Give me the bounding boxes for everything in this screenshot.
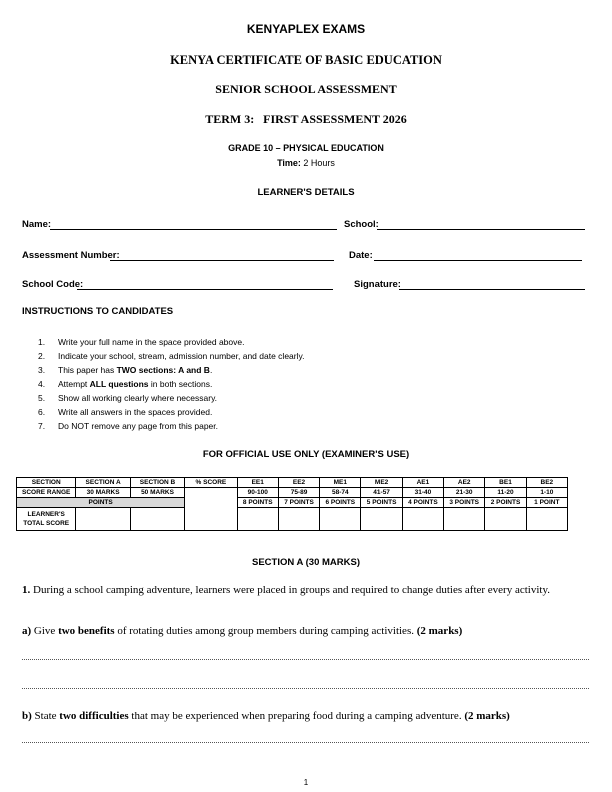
table-cell: 3 POINTS xyxy=(444,498,485,508)
instruction-text: Indicate your school, stream, admission number, and date clearly. xyxy=(58,351,305,361)
instruction-text-end: in both sections. xyxy=(148,379,213,389)
table-cell: 1-10 xyxy=(526,488,567,498)
table-cell: 11-20 xyxy=(485,488,526,498)
table-cell: 90-100 xyxy=(237,488,278,498)
table-cell[interactable] xyxy=(320,508,361,531)
table-cell: 8 POINTS xyxy=(237,498,278,508)
exam-subtitle: SENIOR SCHOOL ASSESSMENT xyxy=(215,82,397,96)
date-field[interactable] xyxy=(374,260,582,261)
instructions-heading: INSTRUCTIONS TO CANDIDATES xyxy=(22,306,174,317)
exam-body-name: KENYAPLEX EXAMS xyxy=(246,22,366,36)
instruction-text-end: . xyxy=(209,365,213,375)
instruction-emphasis: TWO sections: A and B xyxy=(116,365,210,375)
table-header-cell: ME2 xyxy=(361,478,402,488)
part-marks: (2 marks) xyxy=(416,625,463,637)
table-cell: 6 POINTS xyxy=(320,498,361,508)
instruction-emphasis: ALL questions xyxy=(89,379,149,389)
instruction-text: Write your full name in the space provided above. xyxy=(58,337,245,347)
table-cell: SCORE RANGE xyxy=(17,488,76,498)
exam-title: KENYA CERTIFICATE OF BASIC EDUCATION xyxy=(170,53,442,67)
points-label-cell: POINTS xyxy=(17,498,185,508)
school-code-label: School Code: xyxy=(22,279,84,290)
table-row xyxy=(17,498,568,508)
table-cell[interactable] xyxy=(278,508,319,531)
question-1 xyxy=(22,583,592,597)
table-row xyxy=(17,508,568,531)
table-cell[interactable] xyxy=(444,508,485,531)
table-cell: 30 MARKS xyxy=(76,488,130,498)
instruction-number: 2. xyxy=(38,351,46,361)
table-header-cell: BE2 xyxy=(526,478,567,488)
grade-subject: GRADE 10 – PHYSICAL EDUCATION xyxy=(228,143,384,153)
question-1a xyxy=(22,624,592,638)
part-text-end: that may be experienced when preparing food during a camping adventure. xyxy=(128,710,465,722)
school-code-field[interactable] xyxy=(77,289,333,290)
answer-line[interactable] xyxy=(22,659,589,660)
instruction-number: 6. xyxy=(38,407,46,417)
part-text: Give xyxy=(31,625,59,637)
instruction-item xyxy=(38,335,304,349)
percent-score-cell[interactable] xyxy=(185,488,237,531)
table-cell[interactable] xyxy=(361,508,402,531)
answer-line[interactable] xyxy=(22,688,589,689)
instruction-text: Attempt xyxy=(58,379,90,389)
score-table xyxy=(16,477,568,531)
instruction-number: 5. xyxy=(38,393,46,403)
question-text: During a school camping adventure, learners were placed in groups and required to change duties after every activity. xyxy=(30,584,550,596)
official-use-heading: FOR OFFICIAL USE ONLY (EXAMINER'S USE) xyxy=(202,449,410,460)
table-cell: 58-74 xyxy=(320,488,361,498)
table-cell[interactable] xyxy=(485,508,526,531)
instruction-item xyxy=(38,377,304,391)
part-text: State xyxy=(31,710,60,722)
table-cell: 41-57 xyxy=(361,488,402,498)
question-number: 1. xyxy=(22,584,31,596)
table-header-cell: AE2 xyxy=(444,478,485,488)
instruction-number: 3. xyxy=(38,365,46,375)
answer-line[interactable] xyxy=(22,742,589,743)
table-header-cell: % SCORE xyxy=(185,478,237,488)
instruction-number: 1. xyxy=(38,337,46,347)
table-cell[interactable] xyxy=(526,508,567,531)
section-a-heading: SECTION A (30 MARKS) xyxy=(251,557,361,568)
table-row xyxy=(17,488,568,498)
table-cell: 21-30 xyxy=(444,488,485,498)
school-label: School: xyxy=(344,219,379,230)
learner-details-heading: LEARNER'S DETAILS xyxy=(257,187,355,198)
signature-label: Signature: xyxy=(354,279,401,290)
total-score-label-cell: LEARNER'S TOTAL SCORE xyxy=(17,508,76,531)
instruction-number: 7. xyxy=(38,421,46,431)
table-cell: 7 POINTS xyxy=(278,498,319,508)
school-field[interactable] xyxy=(377,229,585,230)
table-cell: 5 POINTS xyxy=(361,498,402,508)
time-allowed xyxy=(0,158,612,168)
table-header-cell: ME1 xyxy=(320,478,361,488)
table-cell: 2 POINTS xyxy=(485,498,526,508)
table-cell: 4 POINTS xyxy=(402,498,443,508)
instruction-text: Do NOT remove any page from this paper. xyxy=(58,421,219,431)
page-number: 1 xyxy=(303,778,309,787)
instructions-list xyxy=(38,335,304,433)
table-cell[interactable] xyxy=(402,508,443,531)
table-header-cell: AE1 xyxy=(402,478,443,488)
signature-field[interactable] xyxy=(399,289,585,290)
part-text-end: of rotating duties among group members during camping activities. xyxy=(114,625,417,637)
instruction-item xyxy=(38,363,304,377)
section-b-score-cell[interactable] xyxy=(130,508,184,531)
table-header-cell: BE1 xyxy=(485,478,526,488)
part-emphasis: two benefits xyxy=(58,625,115,637)
assessment-number-field[interactable] xyxy=(110,260,334,261)
section-a-score-cell[interactable] xyxy=(76,508,130,531)
table-cell[interactable] xyxy=(237,508,278,531)
table-row xyxy=(17,478,568,488)
time-value: 2 Hours xyxy=(300,158,335,168)
name-label: Name: xyxy=(22,219,52,230)
table-cell: 75-89 xyxy=(278,488,319,498)
instruction-text: This paper has xyxy=(58,365,117,375)
part-emphasis: two difficulties xyxy=(59,710,129,722)
part-label: a) xyxy=(22,625,32,637)
table-cell: 50 MARKS xyxy=(130,488,184,498)
instruction-item xyxy=(38,391,304,405)
part-label: b) xyxy=(22,710,32,722)
table-header-cell: SECTION A xyxy=(76,478,130,488)
time-label: Time: xyxy=(277,158,301,168)
name-field[interactable] xyxy=(50,229,337,230)
part-marks: (2 marks) xyxy=(464,710,510,722)
table-cell: 1 POINT xyxy=(526,498,567,508)
instruction-item xyxy=(38,349,304,363)
instruction-number: 4. xyxy=(38,379,46,389)
table-header-cell: SECTION B xyxy=(130,478,184,488)
table-header-cell: SECTION xyxy=(17,478,76,488)
table-header-cell: EE2 xyxy=(278,478,319,488)
instruction-item xyxy=(38,405,304,419)
table-cell: 31-40 xyxy=(402,488,443,498)
date-label: Date: xyxy=(349,250,373,261)
exam-term: TERM 3: FIRST ASSESSMENT 2026 xyxy=(205,112,407,126)
instruction-text: Show all working clearly where necessary. xyxy=(58,393,218,403)
assessment-number-label: Assessment Number: xyxy=(22,250,120,261)
instruction-item xyxy=(38,419,304,433)
instruction-text: Write all answers in the spaces provided. xyxy=(58,407,213,417)
table-header-cell: EE1 xyxy=(237,478,278,488)
question-1b xyxy=(22,709,592,723)
